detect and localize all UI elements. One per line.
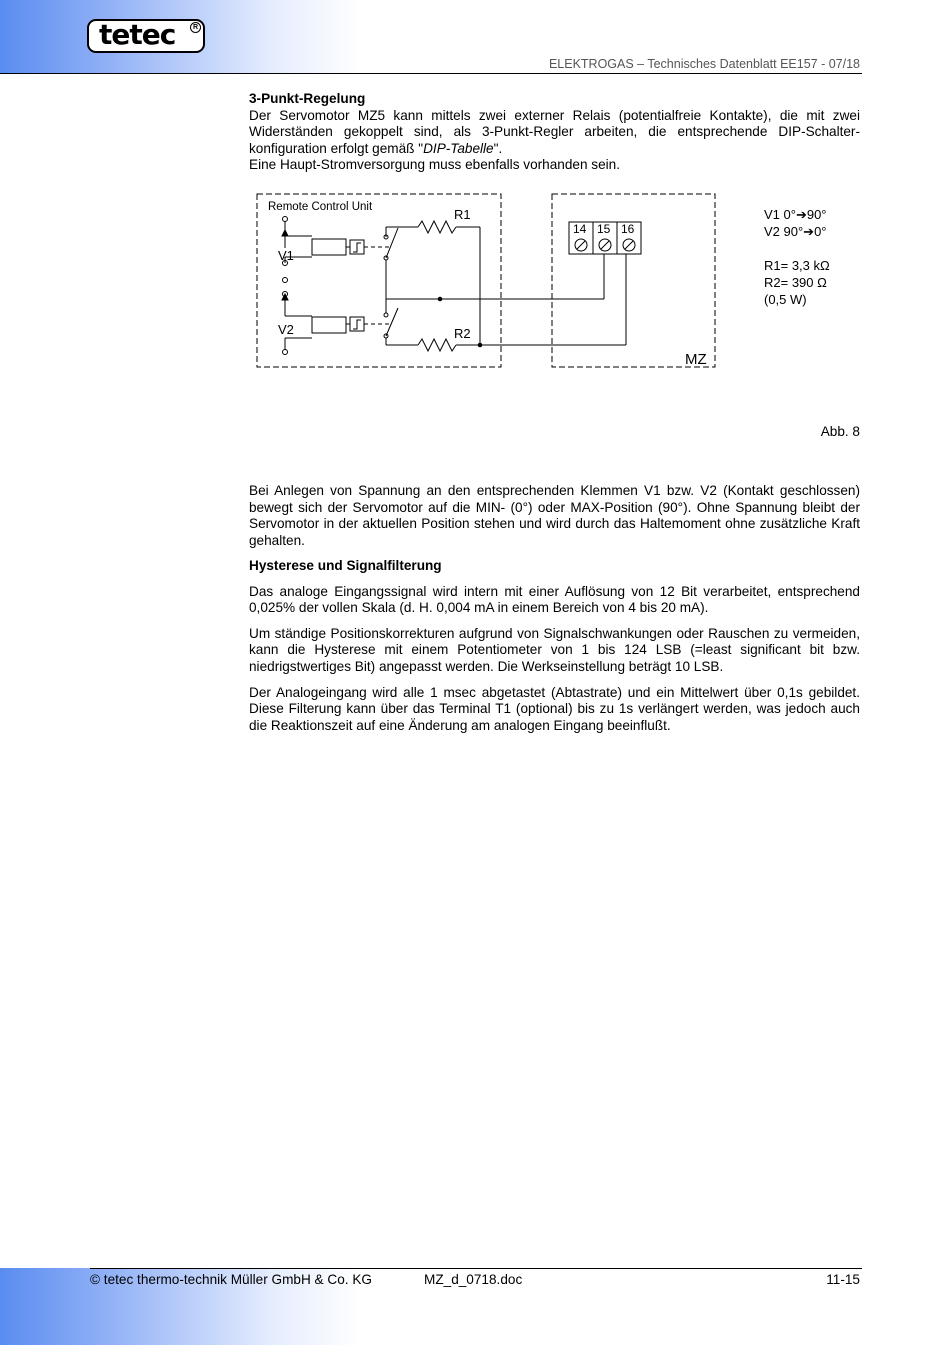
v2-label: V2 xyxy=(278,322,294,337)
junction-dot xyxy=(438,297,443,302)
figure-label: Abb. 8 xyxy=(820,424,860,439)
section-3-punkt xyxy=(249,91,860,174)
section-hysterese xyxy=(249,558,860,734)
junction-dot xyxy=(478,343,483,348)
remote-control-label: Remote Control Unit xyxy=(268,201,373,213)
page-number: 11-15 xyxy=(826,1272,860,1287)
paragraph: Der Servomotor MZ5 kann mittels zwei externer Relais (potentialfreie Kontakte), die mit zwei Widerständen gekoppelt sind, als 3-Punkt-Regler arbeiten, die entsprechende DIP-Schalter-konfiguration erfolgt gemäß "DIP-Tabelle". xyxy=(249,107,860,156)
registered-mark: R xyxy=(190,22,201,33)
wiring-diagram xyxy=(250,188,862,378)
paragraph: Eine Haupt-Stromversorgung muss ebenfalls vorhanden sein. xyxy=(249,157,621,173)
legend-power: (0,5 W) xyxy=(764,292,807,307)
tetec-logo: tetec R xyxy=(87,19,205,53)
header-divider xyxy=(0,73,862,74)
section-description xyxy=(249,483,860,549)
section-heading: 3-Punkt-Regelung xyxy=(249,91,366,106)
terminal-16: 16 xyxy=(621,222,635,236)
terminal-14: 14 xyxy=(573,222,587,236)
paragraph: Um ständige Positionskorrekturen aufgrund von Signalschwankungen oder Rauschen zu vermeiden, kann die Hysterese mit einem Potentiometer von 1 bis 124 LSB (=least significant bit bzw. niedrigstwertiges Bit) angepasst werden. Die Werkseinstellung beträgt 10 LSB. xyxy=(249,625,860,674)
paragraph: Das analoge Eingangssignal wird intern mit einer Auflösung von 12 Bit verarbeitet, entsprechend 0,025% der vollen Skala (d. H. 0,004 mA in einem Bereich von 4 bis 20 mA). xyxy=(249,583,860,616)
dip-tabelle-link[interactable]: DIP-Tabelle xyxy=(423,140,494,156)
footer-copyright: © tetec thermo-technik Müller GmbH & Co. KG xyxy=(90,1272,372,1287)
legend-r2: R2= 390 Ω xyxy=(764,275,827,290)
legend-r1: R1= 3,3 kΩ xyxy=(764,258,830,273)
paragraph: Der Analogeingang wird alle 1 msec abgetastet (Abtastrate) und ein Mittelwert über 0,1s gebildet. Diese Filterung kann über das Terminal T1 (optional) bis zu 1s verlängert werden, was jedoch auch die Reaktionszeit auf eine Änderung am analogen Eingang beeinflußt. xyxy=(249,684,860,733)
r2-label: R2 xyxy=(454,326,471,341)
v1-label: V1 xyxy=(278,248,294,263)
footer-filename: MZ_d_0718.doc xyxy=(424,1272,523,1287)
legend-v2: V2 90°➔0° xyxy=(764,224,827,239)
section-heading: Hysterese und Signalfilterung xyxy=(249,558,442,573)
legend-v1: V1 0°➔90° xyxy=(764,207,827,222)
terminal-15: 15 xyxy=(597,222,611,236)
paragraph: Bei Anlegen von Spannung an den entsprechenden Klemmen V1 bzw. V2 (Kontakt geschlossen) bewegt sich der Servomotor auf die MIN- (0°) oder MAX-Position (90°). Ohne Spannung bleibt der Servomotor in der aktuellen Position stehen und wird durch das Haltemoment ohne zusätzliche Kraft gehalten. xyxy=(249,483,860,548)
header-title: ELEKTROGAS – Technisches Datenblatt EE157 - 07/18 xyxy=(548,57,860,71)
mz-label: MZ xyxy=(685,351,707,368)
footer-divider xyxy=(90,1268,862,1269)
r1-label: R1 xyxy=(454,207,471,222)
